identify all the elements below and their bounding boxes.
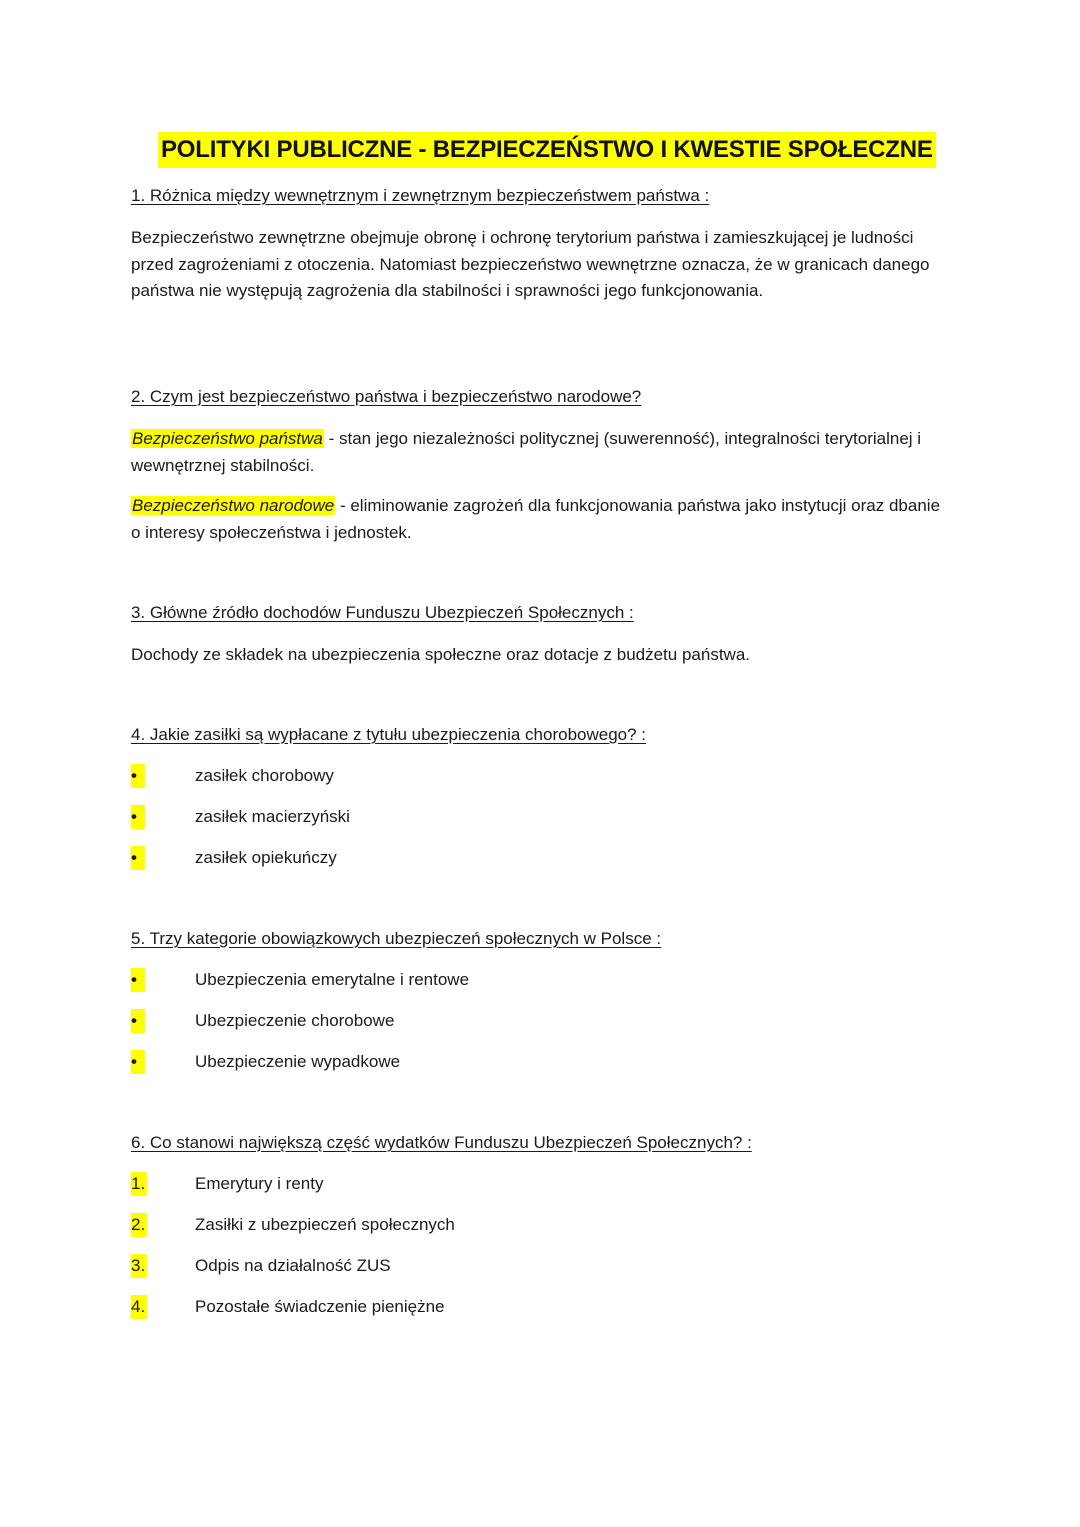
list-item-text: Ubezpieczenia emerytalne i rentowe bbox=[195, 970, 470, 989]
bullet-icon: • bbox=[131, 805, 145, 829]
list-number: 3. bbox=[131, 1254, 147, 1278]
answer-3: Dochody ze składek na ubezpieczenia społeczne oraz dotacje z budżetu państwa. bbox=[131, 645, 750, 664]
bullet-icon: • bbox=[131, 846, 145, 870]
list-item-text: zasiłek macierzyński bbox=[195, 807, 350, 826]
definition-national-security bbox=[131, 493, 951, 546]
list-item-text: Zasiłki z ubezpieczeń społecznych bbox=[195, 1215, 455, 1234]
list-item-text: Odpis na działalność ZUS bbox=[195, 1256, 391, 1275]
definition-state-security bbox=[131, 426, 951, 479]
list-item-text: zasiłek chorobowy bbox=[195, 766, 334, 785]
term-state-security: Bezpieczeństwo państwa bbox=[132, 429, 323, 448]
question-4: 4. Jakie zasiłki są wypłacane z tytułu ubezpieczenia chorobowego? : bbox=[131, 725, 647, 744]
list-number: 1. bbox=[131, 1172, 147, 1196]
bullet-icon: • bbox=[131, 968, 145, 992]
list-item-text: Ubezpieczenie chorobowe bbox=[195, 1011, 395, 1030]
question-5: 5. Trzy kategorie obowiązkowych ubezpieczeń społecznych w Polsce : bbox=[131, 929, 662, 948]
question-1: 1. Różnica między wewnętrznym i zewnętrznym bezpieczeństwem państwa : bbox=[131, 186, 710, 205]
question-6: 6. Co stanowi największą część wydatków Funduszu Ubezpieczeń Społecznych? : bbox=[131, 1133, 752, 1152]
bullet-icon: • bbox=[131, 1009, 145, 1033]
list-number: 2. bbox=[131, 1213, 147, 1237]
answer-1: Bezpieczeństwo zewnętrzne obejmuje obronę i ochronę terytorium państwa i zamieszkującej je ludności przed zagrożeniami z otoczenia. Natomiast bezpieczeństwo wewnętrzne oznacza, że w granicach danego państwa nie występują zagrożenia dla stabilności i sprawności jego funkcjonowania. bbox=[131, 228, 930, 300]
term-national-security: Bezpieczeństwo narodowe bbox=[132, 496, 335, 515]
list-number: 4. bbox=[131, 1295, 147, 1319]
question-3: 3. Główne źródło dochodów Funduszu Ubezpieczeń Społecznych : bbox=[131, 603, 634, 622]
definition-national-security-text: - eliminowanie zagrożeń dla funkcjonowania państwa jako instytucji oraz dbanie o interesy społeczeństwa i jednostek. bbox=[131, 496, 941, 542]
list-item-text: Pozostałe świadczenie pieniężne bbox=[195, 1297, 445, 1316]
list-item-text: Emerytury i renty bbox=[195, 1174, 324, 1193]
bullet-icon: • bbox=[131, 764, 145, 788]
list-item-text: Ubezpieczenie wypadkowe bbox=[195, 1052, 401, 1071]
page-title: POLITYKI PUBLICZNE - BEZPIECZEŃSTWO I KWESTIE SPOŁECZNE bbox=[158, 132, 936, 168]
list-item-text: zasiłek opiekuńczy bbox=[195, 848, 337, 867]
question-2: 2. Czym jest bezpieczeństwo państwa i bezpieczeństwo narodowe? bbox=[131, 387, 642, 406]
definition-state-security-text: - stan jego niezależności politycznej (suwerenność), integralności terytorialnej i wewnętrznej stabilności. bbox=[131, 429, 922, 475]
bullet-icon: • bbox=[131, 1050, 145, 1074]
